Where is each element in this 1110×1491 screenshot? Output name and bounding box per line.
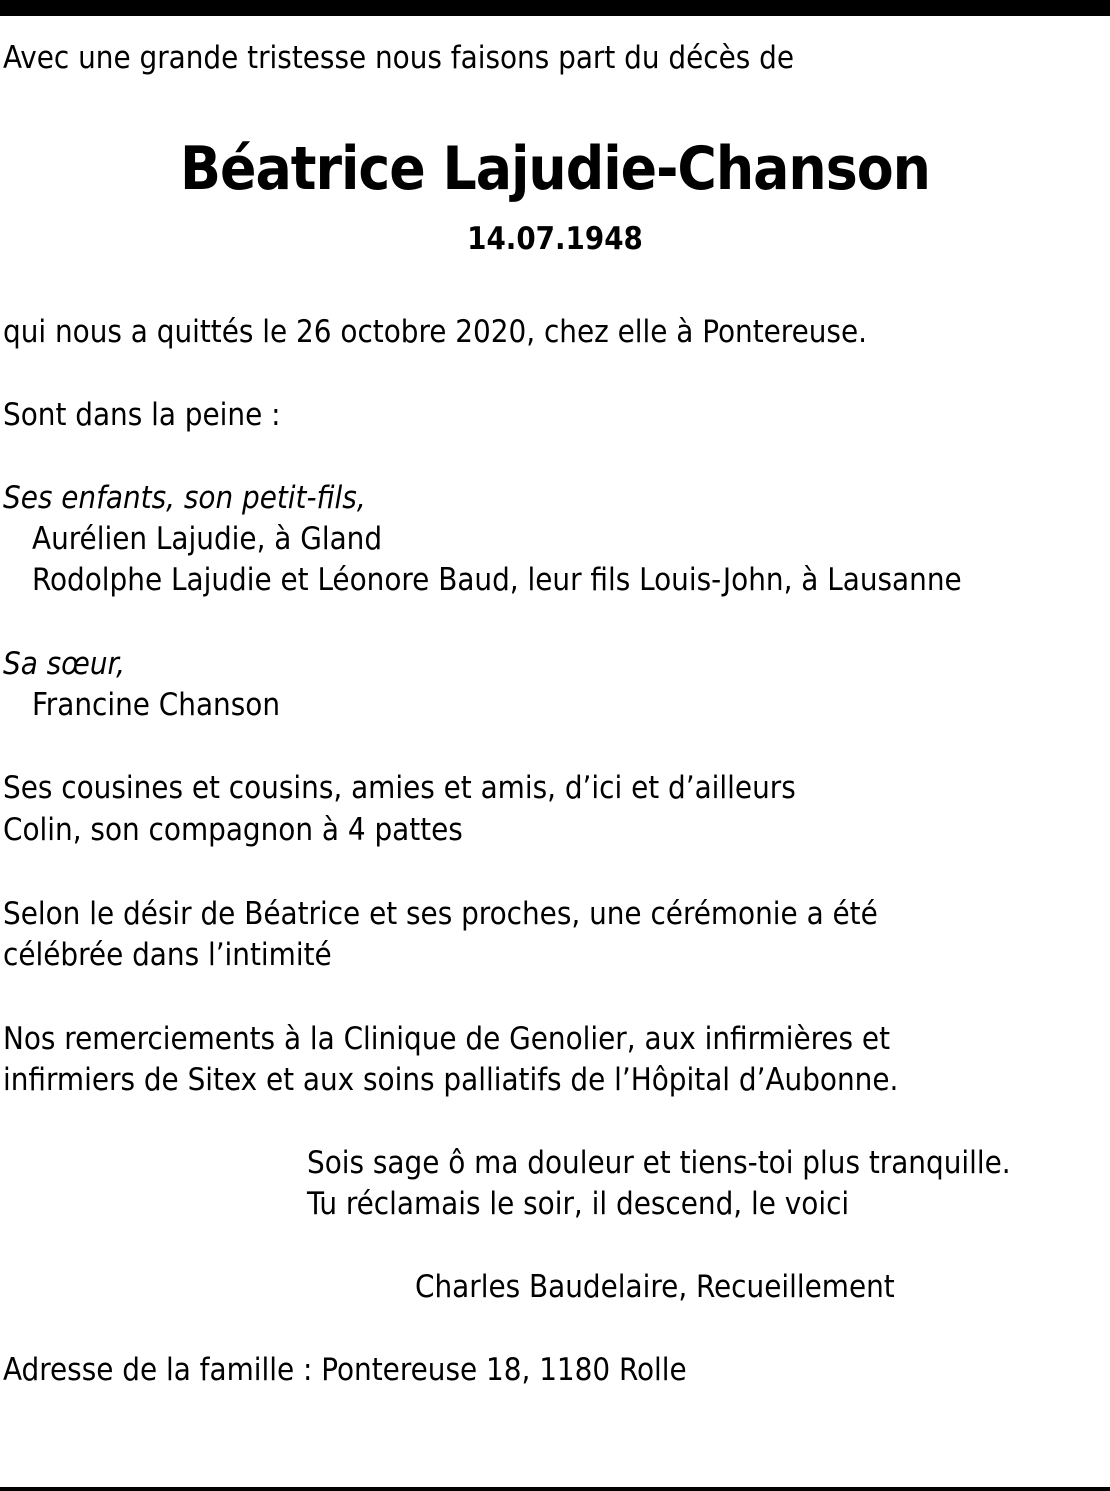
birth-date: 14.07.1948 xyxy=(467,221,643,257)
ceremony-line: Selon le désir de Béatrice et ses proches, une cérémonie a été xyxy=(3,896,878,932)
family-address: Adresse de la famille : Pontereuse 18, 1180 Rolle xyxy=(3,1352,687,1388)
quote-line: Sois sage ô ma douleur et tiens-toi plus tranquille. xyxy=(307,1145,1011,1181)
children-heading: Ses enfants, son petit-fils, xyxy=(3,480,366,516)
intro-text: Avec une grande tristesse nous faisons part du décès de xyxy=(3,40,795,76)
child-line: Aurélien Lajudie, à Gland xyxy=(32,521,383,557)
thanks-line: Nos remerciements à la Clinique de Genolier, aux infirmières et xyxy=(3,1021,891,1057)
deceased-name: Béatrice Lajudie-Chanson xyxy=(180,134,930,204)
bottom-rule xyxy=(0,1487,1110,1491)
sister-heading: Sa sœur, xyxy=(3,646,126,682)
top-rule xyxy=(0,0,1110,16)
child-line: Rodolphe Lajudie et Léonore Baud, leur fils Louis-John, à Lausanne xyxy=(32,562,962,598)
thanks-line: infirmiers de Sitex et aux soins palliatifs de l’Hôpital d’Aubonne. xyxy=(3,1062,899,1098)
quote-line: Tu réclamais le soir, il descend, le voici xyxy=(307,1186,850,1222)
others-line: Ses cousines et cousins, amies et amis, d’ici et d’ailleurs xyxy=(3,770,796,806)
quote-source: Charles Baudelaire, Recueillement xyxy=(415,1269,895,1305)
mourners-heading: Sont dans la peine : xyxy=(3,397,281,433)
death-announcement: qui nous a quittés le 26 octobre 2020, chez elle à Pontereuse. xyxy=(3,314,867,350)
others-line: Colin, son compagnon à 4 pattes xyxy=(3,812,463,848)
ceremony-line: célébrée dans l’intimité xyxy=(3,937,332,973)
sister-name: Francine Chanson xyxy=(32,687,280,723)
